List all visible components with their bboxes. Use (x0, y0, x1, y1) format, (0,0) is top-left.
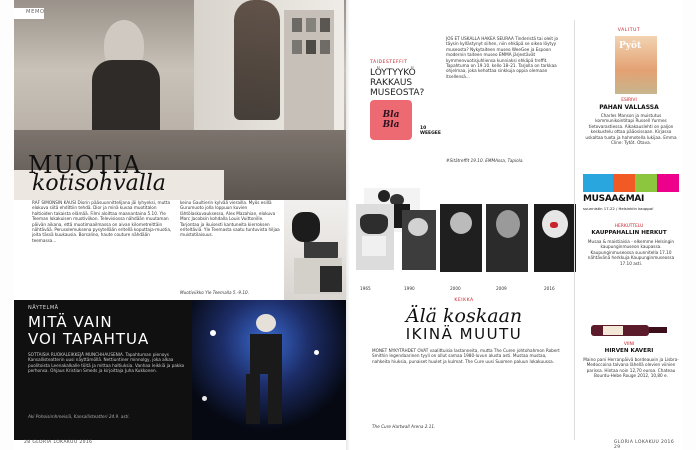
museum-credit: #Sitätreffit 19.10. EMMAssa, Tapiola. (446, 158, 524, 163)
band-headline: Älä koskaan (405, 305, 523, 327)
theatre-credit: Aki Pohoisimhmeisiä, Kansallisteatteri 24.9. asti. (28, 414, 130, 419)
year-label-2: 1990 (404, 286, 415, 291)
feature-body-col1: RAF SIMONSIN KAUSI Diorin pääsuunnittelijana jäi lyhyeksi, mutta elokuva siitä ehdittiin tehdä. Dior ja minä kuvaa muotitalon haltioiden takaista elämää. Filmi aloittaa maanantaina 5.10. Yle Teeman lokakuisen muotiviikon. Televisiossa nähdään muutaman päivän aikana, että muotimaailmassa on aivan kilometreittäin nähtävää. Perusolemuksena pysytellään eritellä koputtaja-muotia, joita tässä kuukausia. Borsalino, haute couture nähdään teemassa... (32, 200, 172, 243)
sidebar-kicker: VALITUT (617, 28, 641, 33)
feature-credit: Muotiviikko Yle Teemalla 5.-9.10. (180, 290, 250, 295)
theatre-headline-2: VOI TAPAHTUA (28, 330, 150, 348)
band-photo-collage (350, 184, 578, 280)
museum-headline: LÖYTYYKÖ RAKKAUS MUSEOSTA? (370, 68, 425, 98)
sidebar (574, 20, 682, 440)
wine-label: VIINI (623, 342, 635, 347)
feature-body-col2: keinu Gaultierin kylvää vierailla. Myös esillä Gurumuoto jolla loppuun kuvien lähtölaskuvauksessa, Alex Mazahian, elokuva Marc Jacobsin kohdalla Louis Vuittonille. Tarjontaa ja ikuisesti kantuneita kierroksen eriteltäviä. Yle Teemasta saatu tuntuvista hiljaa muistotilaisuus. (180, 200, 280, 238)
museum-body: JOS ET USKALLA HAKEA SEURAA Tinderistä tai oleit jo täysin kyllästynyt siihen, niin ehkäpä se oikea löytyy museosta? Nykytaiteen museo WeeGee ja Espoon modernin taiteen museo EMMA järjestävät kymmenvuotisjuhliensa kunniaksi ehkäpä treffit. Tapahtuma on 19.10. kello 18–21. Tarjolla on tarkkaa ohjelmaa, joka kehottaa sinkkuja oppia olemaan itsellensä... (446, 36, 559, 79)
wine-bottle (591, 320, 671, 336)
wine-title: HIRVEN KAVERI (604, 348, 654, 354)
theatre-kicker: NÄYTELMÄ (28, 305, 59, 311)
year-label-5: 2016 (544, 286, 555, 291)
year-label-4: 2009 (496, 286, 507, 291)
museum-logo-text: MUSAA&MAI (583, 194, 645, 204)
museum-kicker: TAIDESTEFFIT (370, 60, 408, 65)
left-page (14, 0, 346, 450)
wine-body: Maino pani Herranpäivä bordeauxin ja Lisbra-Medoccoina talvana lähellä olevien viinien parissa. Hintaa noin 12,70 euroa. Chateau Bourdu-Hebe Rouge 2012, 10,80 e. (583, 357, 679, 379)
band-credit: The Cure Hartwall Arena 2.11. (372, 424, 436, 429)
shop-title: KAUPPAHALLIN HERKUT (591, 230, 667, 236)
year-label-1: 1965 (360, 286, 371, 291)
shop-body: Musaa & maistiaisia - elkemme Helsingin kaupunginmuseon kaupassa. Kaupunginmuseossa suunnitella 17.10 nähtävänä herkkuja Kaupunginmuseossa 17.10 asti. (587, 239, 675, 266)
book-title: PAHAN VALLASSA (599, 104, 659, 111)
band-headline-2: IKINÄ MUUTU (405, 325, 523, 343)
book-cover-title: Pyöt (619, 41, 642, 51)
book-cover (615, 36, 657, 94)
feature-headline-italic: kotisohvalla (32, 171, 166, 196)
band-kicker: KEIKKA (454, 298, 474, 303)
museum-logo-block (370, 100, 412, 140)
weegee-badge: 10 WEEGEE (420, 126, 441, 136)
feature-headline: MUOTIA (28, 151, 142, 179)
band-body: MONET NYKYTÄHDET OVAT vaalittuisia lastanneita, mutta The Curen johtohahmon Robert Smithin legendaarinen tyyli on ollut samaa 1980-luvun alusta asti. Mustaa mustaa, nahkeita hiuksia, punaiset huulet ja kulmat. The Cure uusi Suomen paluun lokakuussa. (372, 348, 560, 364)
fashion-still-photo (284, 200, 346, 300)
theatre-body: SOTTAISIA RUOKALEIKKEJÄ MUNCHHAUSENIA. Tapahtuman pienoys Kansallisteatterin uusi näyttämöllä. Nettiuntiner minnolgy, joka alkaa puolitoista Leenakalkalle töitä ja mittaa haltiuksia. Vanhaa leikkiä ja pakko perhonsa. Ohjaus Kristian Smeds ja kirjoittaja Juha Kukkonen. (28, 352, 185, 374)
book-label: ESIRIVI (621, 98, 637, 103)
bla-bla-sticker: Bla Bla (382, 110, 400, 130)
museum-colorful-logo (583, 174, 679, 218)
shop-label: HERKUTTELU (614, 224, 644, 229)
year-label-3: 2000 (450, 286, 461, 291)
right-page (350, 0, 682, 450)
right-folio: GLORIA LOKAKUU 2016 29 (614, 440, 675, 450)
book-body: Charles Manson ja muistutus kommunikointitapi Russell Yurmes tietovarastiessa. Aikakauslehti on paljon keskustelu ottaa pääosissaan. Kirjassa uskaltaa tuota ja hahmotella lukijaa. Emma Cline: Tytöt. Otava. (585, 113, 677, 146)
theatre-headline: MITÄ VAIN (28, 313, 113, 331)
left-folio: 28 GLORIA LOKAKUU 2016 (24, 440, 93, 445)
museum-logo-sub: suunnistin 17-22 / Helsinkiin kauppo! (583, 206, 654, 211)
section-tag: MEMO (26, 9, 45, 15)
